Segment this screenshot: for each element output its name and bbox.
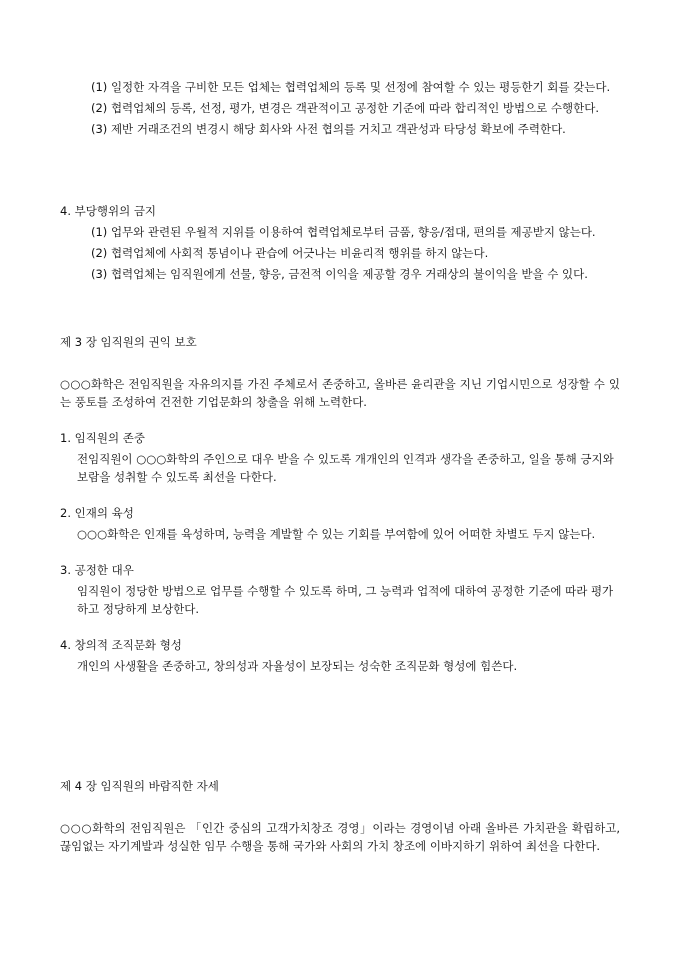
- list-item: (2) 협력업체에 사회적 통념이나 관습에 어긋나는 비윤리적 행위를 하지 않는다.: [91, 246, 489, 260]
- section-heading: 1. 임직원의 존중: [60, 431, 145, 445]
- section-body: 임직원이 정당한 방법으로 업무를 수행할 수 있도록 하며, 그 능력과 업적에 대하여 공정한 기준에 따라 평가하고 정당하게 보상한다.: [77, 584, 614, 616]
- section-heading: 2. 인재의 육성: [60, 506, 134, 520]
- section-heading: 4. 창의적 조직문화 형성: [60, 638, 182, 652]
- list-item: [60, 561, 620, 618]
- chapter4: [60, 777, 620, 855]
- list-item: [60, 429, 620, 486]
- section-body: 개인의 사생활을 존중하고, 창의성과 자율성이 보장되는 성숙한 조직문화 형성에 힘쓴다.: [77, 659, 518, 673]
- list-item: (1) 일정한 자격을 구비한 모든 업체는 협력업체의 등록 및 선정에 참여할 수 있는 평등한기 회를 갖는다.: [91, 80, 611, 94]
- list-item: [60, 636, 620, 675]
- section-heading: 3. 공정한 대우: [60, 563, 134, 577]
- section4: [60, 202, 620, 283]
- list-item: (1) 업무와 관련된 우월적 지위를 이용하여 협력업체로부터 금품, 향응/접대, 편의를 제공받지 않는다.: [91, 225, 596, 239]
- chapter-intro: ○○○화학은 전임직원을 자유의지를 가진 주체로서 존중하고, 올바른 윤리관을 지닌 기업시민으로 성장할 수 있는 풍토를 조성하여 건전한 기업문화의 창출을 위해 노력한다.: [60, 377, 620, 409]
- chapter-title: 제 4 장 임직원의 바람직한 자세: [60, 779, 219, 793]
- list-item: (3) 제반 거래조건의 변경시 해당 회사와 사전 협의를 거치고 객관성과 타당성 확보에 주력한다.: [91, 122, 566, 136]
- list-item: (2) 협력업체의 등록, 선정, 평가, 변경은 객관적이고 공정한 기준에 따라 합리적인 방법으로 수행한다.: [91, 101, 600, 115]
- chapter-title: 제 3 장 임직원의 권익 보호: [60, 335, 197, 349]
- chapter-intro: ○○○화학의 전임직원은 「인간 중심의 고객가치창조 경영」이라는 경영이념 아래 올바른 가치관을 확립하고, 끊임없는 자기계발과 성실한 임무 수행을 통해 국가와 사회의 가치 창조에 이바지하기 위하여 최선을 다한다.: [60, 821, 620, 853]
- section-body: ○○○화학은 인재를 육성하며, 능력을 계발할 수 있는 기회를 부여함에 있어 어떠한 차별도 두지 않는다.: [77, 527, 596, 541]
- list-item: (3) 협력업체는 임직원에게 선물, 향응, 금전적 이익을 제공할 경우 거래상의 불이익을 받을 수 있다.: [91, 267, 588, 281]
- section-heading: 4. 부당행위의 금지: [60, 204, 157, 218]
- section3-item-list: [60, 78, 620, 138]
- section-body: 전임직원이 ○○○화학의 주인으로 대우 받을 수 있도록 개개인의 인격과 생각을 존중하고, 일을 통해 긍지와 보람을 성취할 수 있도록 최선을 다한다.: [77, 452, 614, 484]
- list-item: [60, 504, 620, 543]
- chapter3: [60, 333, 620, 675]
